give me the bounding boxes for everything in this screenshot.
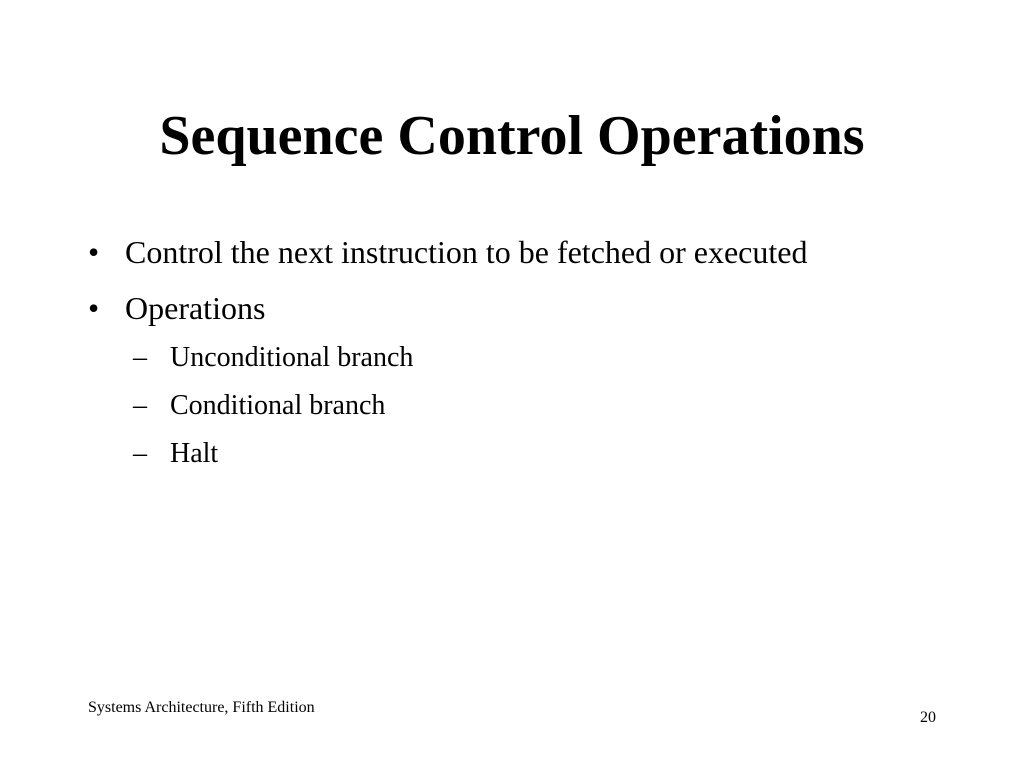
bullet-text: Control the next instruction to be fetched or executed [125,234,808,270]
bullet-icon: • [88,290,100,326]
page-number: 20 [920,709,936,726]
dash-icon: – [133,342,147,373]
bullet-text: Operations [125,290,266,326]
footer-source: Systems Architecture, Fifth Edition [88,699,315,716]
dash-icon: – [133,438,147,469]
slide-title: Sequence Control Operations [159,105,865,167]
bullet-list [88,228,948,482]
sub-bullet-item [133,338,948,378]
bullet-item [88,228,948,276]
sub-bullet-text: Unconditional branch [170,342,414,373]
bullet-icon: • [88,234,100,270]
sub-bullet-text: Halt [170,438,219,469]
sub-bullet-item [133,386,948,426]
sub-bullet-text: Conditional branch [170,390,386,421]
dash-icon: – [133,390,147,421]
bullet-item [88,284,948,474]
sub-bullet-item [133,434,948,474]
sub-bullet-list [133,338,948,474]
